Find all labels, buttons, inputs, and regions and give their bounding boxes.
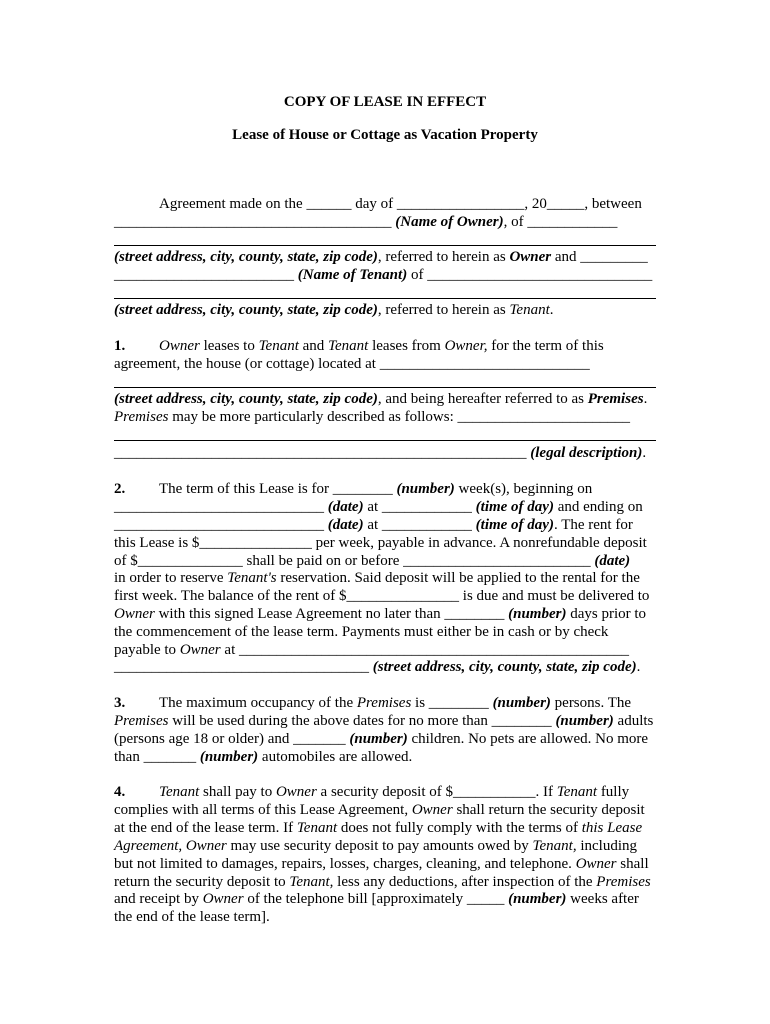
section-number: 1. [114,338,126,354]
blank-rule [114,298,656,299]
section-2-line-1: 2. The term of this Lease is for ________ (number) week(s), beginning on [114,481,593,497]
intro-line-5: ________________________ (Name of Tenant) of ______________________________ [114,267,653,283]
document-title: COPY OF LEASE IN EFFECT [283,94,487,110]
document-subtitle: Lease of House or Cottage as Vacation Property [232,127,538,143]
section-number: 2. [114,481,126,497]
section-4-line-3: at the end of the lease term. If Tenant does not fully comply with the terms of this Lease [114,820,643,836]
section-3-line-2: Premises will be used during the above dates for no more than ________ (number) adults [114,713,654,729]
intro-line-1: Agreement made on the ______ day of _________________, 20_____, between [159,196,642,212]
section-4-line-8: the end of the lease term]. [114,909,270,925]
section-2-line-2: ____________________________ (date) at ____________ (time of day) and ending on [114,499,643,515]
section-1-line-4: (street address, city, county, state, zip code), and being hereafter referred to as Premises. [114,391,648,407]
section-2-line-10: payable to Owner at ____________________________________________________ [114,642,629,658]
section-2-line-11: __________________________________ (street address, city, county, state, zip code). [114,659,641,675]
section-3-line-4: than _______ (number) automobiles are allowed. [114,749,413,765]
section-1-line-2: agreement, the house (or cottage) located at ____________________________ [114,356,590,372]
section-4-line-5: but not limited to damages, repairs, losses, charges, cleaning, and telephone. Owner shall [114,856,649,872]
section-4-line-7: and receipt by Owner of the telephone bill [approximately _____ (number) weeks after [114,891,639,907]
intro-line-2: _____________________________________ (Name of Owner), of ____________ [114,214,618,230]
section-2-line-7: first week. The balance of the rent of $_______________ is due and must be delivered to [114,588,650,604]
section-1-line-7: _______________________________________________________ (legal description). [114,445,647,461]
intro-line-4: (street address, city, county, state, zip code), referred to herein as Owner and _________ [114,249,648,265]
blank-rule [114,440,656,441]
section-2-line-9: the commencement of the lease term. Payments must either be in cash or by check [114,624,609,640]
section-4-line-6: return the security deposit to Tenant, less any deductions, after inspection of the Premises [114,874,651,890]
section-2-line-4: this Lease is $_______________ per week, payable in advance. A nonrefundable deposit [114,535,647,551]
section-4-line-2: complies with all terms of this Lease Agreement, Owner shall return the security deposit [114,802,645,818]
section-2-line-3: ____________________________ (date) at ____________ (time of day). The rent for [114,517,633,533]
section-number: 3. [114,695,126,711]
blank-rule [114,245,656,246]
intro-line-7: (street address, city, county, state, zip code), referred to herein as Tenant. [114,302,554,318]
section-2-line-6: in order to reserve Tenant's reservation. Said deposit will be applied to the rental for the [114,570,640,586]
section-1-line-1: 1. Owner leases to Tenant and Tenant leases from Owner, for the term of this [114,338,604,354]
blank-rule [114,387,656,388]
section-3-line-1: 3. The maximum occupancy of the Premises is ________ (number) persons. The [114,695,632,711]
section-4-line-1: 4. Tenant shall pay to Owner a security deposit of $___________. If Tenant fully [114,784,630,800]
section-number: 4. [114,784,126,800]
section-2-line-8: Owner with this signed Lease Agreement no later than ________ (number) days prior to [114,606,647,622]
section-1-line-5: Premises may be more particularly described as follows: _______________________ [114,409,631,425]
section-3-line-3: (persons age 18 or older) and _______ (number) children. No pets are allowed. No more [114,731,649,747]
section-4-line-4: Agreement, Owner may use security deposit to pay amounts owed by Tenant, including [114,838,637,854]
section-2-line-5: of $______________ shall be paid on or before _________________________ (date) [114,553,631,569]
